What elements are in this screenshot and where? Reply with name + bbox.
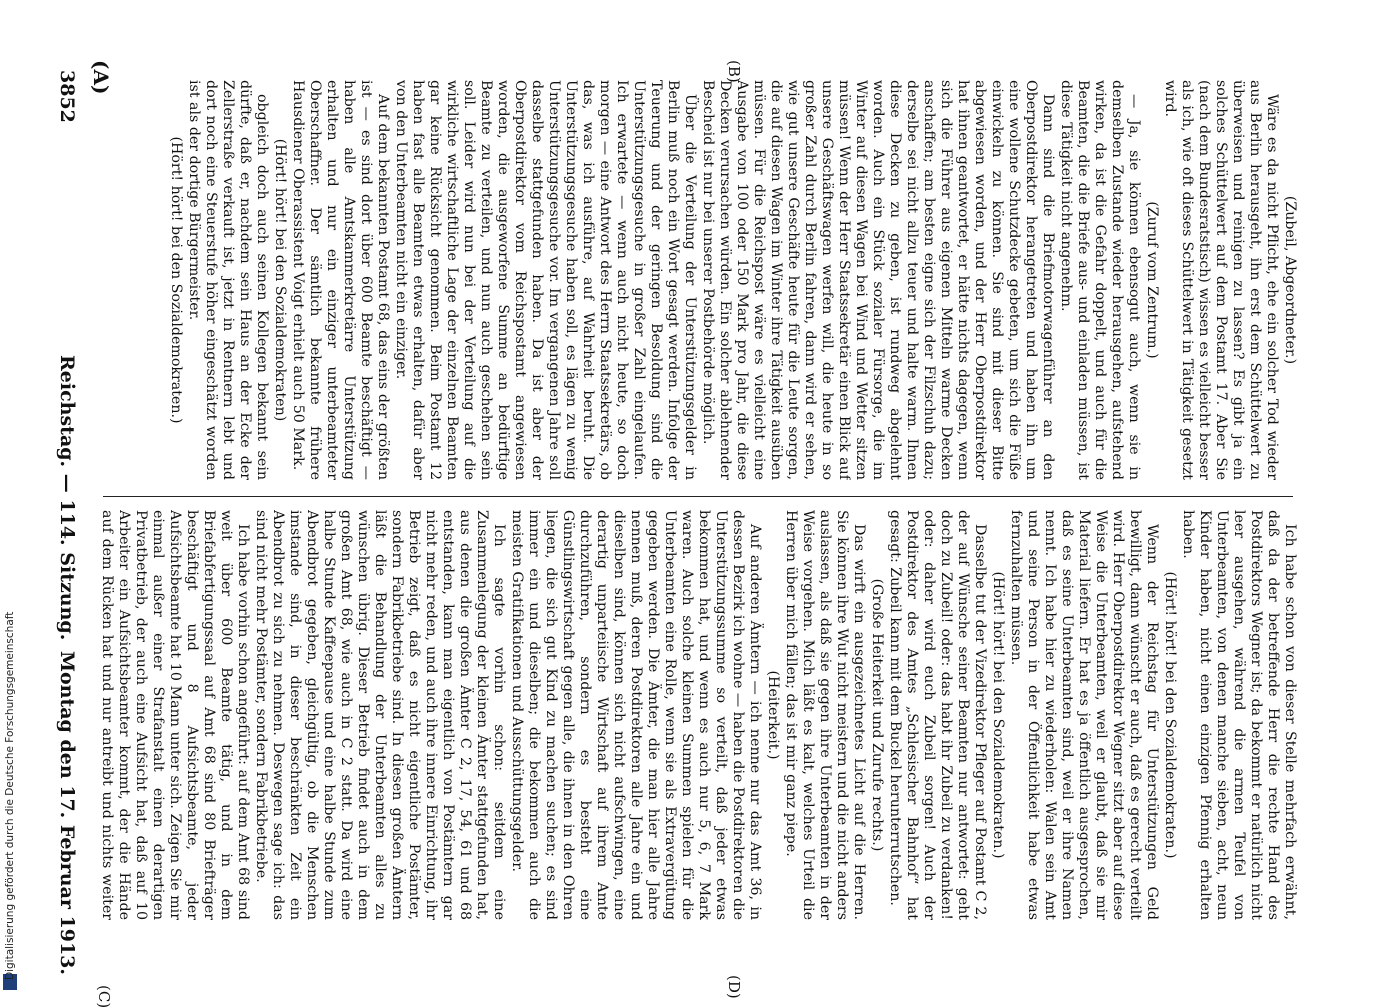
margin-marker-c: (C) xyxy=(95,985,113,1008)
paragraph: Wäre es da nicht Pflicht, ehe ein solcher Tod wieder aus Berlin herausgeht, ihn erst dem Schüttelwert zu überweisen und reinigen zu lassen? Es gibt ja ein solches Schüttelwert auf dem Postamt 17. Aber Sie (nach dem Bundesratstisch) wissen es vielleicht besser als ich, wie oft dieses Schüttelwert in Tätigkeit gesetzt wird. xyxy=(1162,80,1280,480)
paragraph: Auf dem bekannten Postamt 68, das eins der größten ist — es sind dort über 600 Beamte beschäftigt — haben alle Amtskammerkretärre Unterstützung erhalten und nur ein einziger unterbeamteter Oberschaffner. Der sämtlich bekannte frühere Hausdiener Oberassistent Voigt erhielt auch 50 Mark. xyxy=(290,80,391,480)
paragraph: Ich habe schon von dieser Stelle mehrfach erwähnt, daß da der betreffende Herr die rechte Hand des Postdirektors Wegner ist; da bekommt er natürlich nicht leer ausgehen, während die armen Teufel von Unterbeamten, von denen manche sieben, acht, neun Kinder haben, nicht einen einzigen Pfennig erhalten haben. xyxy=(1180,510,1298,920)
stage-direction: (Zubeil, Abgeordneter.) xyxy=(1282,195,1298,365)
running-title: Reichstag. — 114. Sitzung. xyxy=(56,355,78,641)
paragraph: Dasselbe tut der Vizedirektor Pfleger auf Postamt C 2, der auf Wünsche seiner Beamten nur antwortet: geht doch zu Zubeil! oder: das habt ihr Zubeil zu verdanken! oder: daher wird euch Zubeil sorgen! Auch der Postdirektor des Amtes „Schlesischer Bahnhof“ hat gesagt: Zubeil kann mit dem Buckel herunterrutschen. xyxy=(887,510,988,920)
stage-direction: (Hört! hört! bei den Sozialdemokraten) xyxy=(272,138,288,422)
paragraph: Dann sind die Briefmotorwagenführer an den Oberpostdirektor herangetreten und haben ihn um eine wollene Schutzdecke gebeten, um sich die Füße einwickeln zu können. Sie sind mit dieser Bitte abgewiesen worden, und der Herr Oberpostdirektor hat ihnen geantwortet, er hätte nichts dagegen, wenn sich die Führer aus eigenen Mitteln warme Decken anschaffen; am besten eigne sich der Filzschuh dazu; derselbe sei nicht allzu teuer und halte warm. Ihnen diese Decken zu geben, ist rundweg abgelehnt worden. Auch ein Stück sozialer Fürsorge, die im Winter auf diesen Wagen bei Wind und Wetter sitzen müssen! Wenn der Herr Staatssekretär einen Blick auf unsere Geschäftswagen werfen will, die heute in so großer Zahl durch Berlin fahren, dann wird er sehen, wie gut unsere Geschäfte heute für die Leute sorgen, die auf diesen Wagen im Winter ihre Tätigkeit ausüben müssen. Für die Reichspost wäre es vielleicht eine Ausgabe von 100 oder 150 Mark pro Jahr, die diese Decken verursachen würden. Ein solcher ablehnender Bescheid ist nur bei unserer Postbehörde möglich. xyxy=(700,80,1056,480)
stage-direction: (Große Heiterkeit und Zurufe rechts.) xyxy=(869,578,885,852)
stage-direction: (Heiterkeit.) xyxy=(765,670,781,760)
session-date: Montag den 17. Februar 1913. xyxy=(56,650,78,975)
paragraph: Wenn der Reichstag für Unterstützungen Geld bewilligt, dann wünscht er auch, daß es gerecht verteilt wird. Herr Oberpostdirektor Wegner sitzt aber auf diese Weise die Unterbeamten, weil er glaubt, daß sie mir Material liefern. Er hat es ja öffentlich ausgesprochen, daß es seine Unterbeamten sind, weil er ihre Namen nennt. Ich habe hier zu wiederholen: Walen sein Amt und seine Person in der Öffentlichkeit habe etwas fernzuhalten müssen. xyxy=(1008,510,1160,920)
stage-direction: (Hört! hört! bei den Sozialdemokraten.) xyxy=(168,136,184,424)
funding-notice: Digitalisierung gefördert durch die Deutsche Forschungsgemeinschaft xyxy=(4,611,16,980)
stage-direction: (Zuruf vom Zentrum.) xyxy=(1144,201,1160,359)
paragraph: Das wirft ein ausgezeichnetes Licht auf die Herren. Sie können ihre Wut nicht meistern und die nicht anders auslassen, als daß sie gegen ihre Unterbeamten in der Weise vorgehen. Mich läßt es kalt, welches Urteil die Herren über mich fällen; das ist mir ganz piepe. xyxy=(783,510,867,920)
right-column xyxy=(98,510,1298,920)
page-number: 3852 xyxy=(56,70,78,123)
page-header xyxy=(48,70,78,975)
paragraph: Ich sagte vorhin schon: seitdem eine Zusammenlegung der kleinen Ämter stattgefunden hat, aus denen die großen Ämter C 2, 17, 54, 61 und 68 entstanden, kann man eigentlich von Postämtern gar nicht mehr reden, und auch ihre innere Einrichtung, ihr Betrieb zeigt, daß es nicht eigentliche Postämter, sondern Fabrikbetriebe sind. In diesen großen Ämtern läßt die Behandlung der Unterbeamten alles zu wünschen übrig. Dieser Betrieb findet auch in dem großen Amt 68, wie auch in C 2 statt. Da wird eine halbe Stunde Kaffeepause und eine halbe Stunde zum Abendbrot gegeben, gleichgültig, ob die Menschen imstande sind, in dieser beschränkten Zeit ein Abendbrot zu sich zu nehmen. Deswegen sage ich: das sind nicht mehr Postämter, sondern Fabrikbetriebe. xyxy=(253,510,507,920)
stage-direction: (Hört! hört! bei den Sozialdemokraten.) xyxy=(1162,571,1178,859)
margin-marker-b: (B) xyxy=(725,60,743,83)
margin-marker-a: (A) xyxy=(89,60,113,95)
column-divider xyxy=(103,496,1293,497)
paragraph: Über die Verteilung der Unterstützungsgelder in Berlin muß noch ein Wort gesagt werden. Infolge der Teuerung und der geringen Besoldung sind die Unterstützungsgesuche in großer Zahl eingelaufen. Ich erwartete — wenn auch nicht heute, so doch morgen — eine Antwort des Herrn Staatssekretärs, ob das, was ich ausführe, auf Wahrheit beruht. Die Unterstützungsgesuche haben soll, es lägen zu wenig Unterstützungsgesuche vor. Im vergangenen Jahre soll dasselbe stattgefunden haben. Da ist aber der Oberpostdirektor vom Reichspostamt angewiesen worden, die ausgeworfene Summe an bedürftige Beamte zu verteilen, und nun auch geschehen sein soll. Leider wird nun bei der Verteilung auf die wirkliche wirtschaftliche Lage der einzelnen Beamten gar keine Rücksicht genommen. Beim Postamt 12 haben fast alle Beamten etwas erhalten, dafür aber von den Unterbeamten nicht ein einziger. xyxy=(393,80,698,480)
paragraph: — Ja, sie können ebensogut auch, wenn sie in demselben Zustande wieder herausgehen, aufstehend wirken, da ist die Gefahr doppelt, und auch für die Beamten, die die Briefe aus- und einladen müssen, ist diese Tätigkeit nicht angenehm. xyxy=(1058,80,1142,480)
paragraph: Ich habe vorhin schon angeführt: auf dem Amt 68 sind weit über 600 Beamte tätig, und in dem Briefabfertigungssaal auf Amt 68 sind 80 Briefträger beschäftigt und 8 Aufsichtsbeamte, jeder Aufsichtsbeamte hat 10 Mann unter sich. Zeigen Sie mir einmal außer einer Strafanstalt einen derartigen Privatbetrieb, der auch eine Aufsicht hat, daß auf 10 Arbeiter ein Aufsichtsbeamter kommt, der die Hände auf dem Rücken hat und nur antreibt und nichts weiter xyxy=(99,510,251,920)
paragraph: Auf anderen Ämtern — ich nenne nur das Amt 36, in dessen Bezirk ich wohne — haben die Postdirektoren die Unterstützungssumme so verteilt, daß jeder etwas bekommen hat, und wenn es auch nur 5, 6, 7 Mark waren. Auch solche kleinen Summen spielen für die Unterbeamten eine Rolle, wenn sie als Extravergütung gegeben werden. Die Ämter, die man hier alle Jahre nennen muß, deren Postdirektoren alle Jahre ein und dieselben sind, können sich nicht aufschwingen, eine derartig unparteiische Wirtschaft auf ihrem Amte durchzuführen, sondern es besteht eine Günstlingswirtschaft gegen alle, die ihnen in den Ohren liegen, die sich gut Kind zu machen suchen; es sind immer ein und dieselben; die bekommen auch die meisten Gratifikationen und Ausschüttungsgelder. xyxy=(509,510,763,920)
margin-marker-d: (D) xyxy=(725,975,743,999)
left-column xyxy=(98,80,1298,480)
digitization-sidebar xyxy=(0,0,22,1000)
stage-direction: (Hört! hört! bei den Sozialdemokraten.) xyxy=(990,571,1006,859)
paragraph: obgleich doch auch seinen Kollegen bekannt sein dürfte, daß er, nachdem sein Haus an der Ecke der Zellerstraße verkauft ist, jetzt in Rentnern lebt und dort noch eine Steuerstufe höher eingeschätzt worden ist als der dortige Bürgermeister. xyxy=(186,80,270,480)
